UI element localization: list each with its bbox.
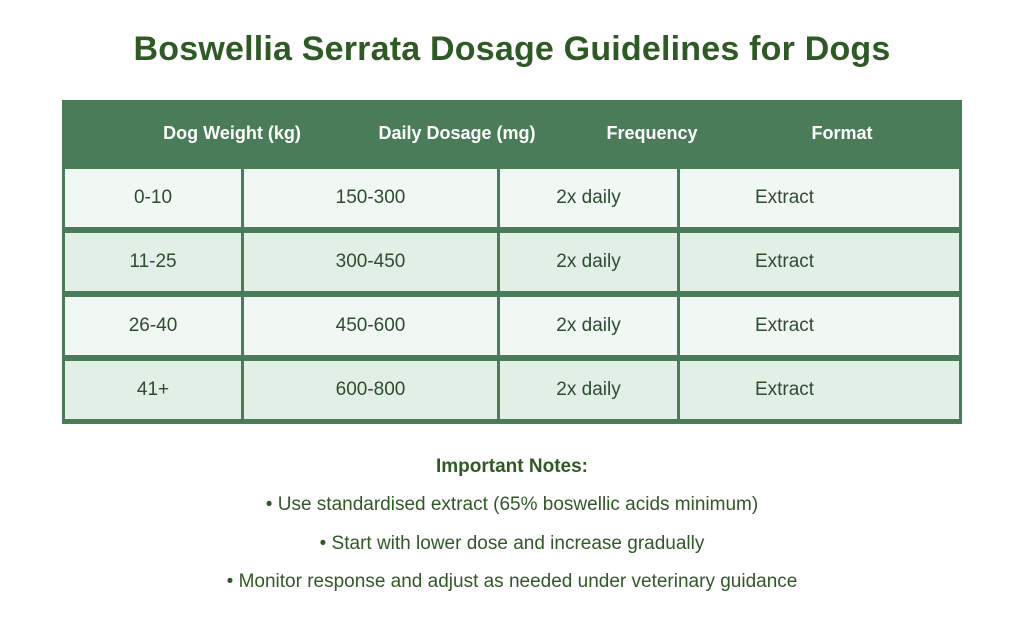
table-row bbox=[62, 294, 962, 358]
page-title: Boswellia Serrata Dosage Guidelines for Dogs bbox=[133, 30, 891, 68]
cell-format: Extract bbox=[680, 233, 959, 291]
note-item: • Start with lower dose and increase gradually bbox=[319, 533, 705, 554]
cell-weight: 41+ bbox=[65, 361, 241, 419]
cell-frequency: 2x daily bbox=[500, 361, 677, 419]
cell-format: Extract bbox=[680, 169, 959, 227]
header-dog-weight: Dog Weight (kg) bbox=[163, 123, 301, 143]
cell-dosage: 150-300 bbox=[244, 169, 497, 227]
header-daily-dosage: Daily Dosage (mg) bbox=[378, 123, 536, 143]
cell-weight: 26-40 bbox=[65, 297, 241, 355]
table-row bbox=[62, 230, 962, 294]
note-item: • Use standardised extract (65% boswellic acids minimum) bbox=[265, 494, 759, 515]
cell-dosage: 450-600 bbox=[244, 297, 497, 355]
cell-format: Extract bbox=[680, 361, 959, 419]
dosage-table bbox=[62, 100, 962, 424]
table-header bbox=[62, 100, 962, 166]
cell-frequency: 2x daily bbox=[500, 169, 677, 227]
cell-dosage: 300-450 bbox=[244, 233, 497, 291]
header-format: Format bbox=[811, 123, 873, 143]
table-row bbox=[62, 166, 962, 230]
cell-dosage: 600-800 bbox=[244, 361, 497, 419]
cell-format: Extract bbox=[680, 297, 959, 355]
note-item: • Monitor response and adjust as needed under veterinary guidance bbox=[226, 571, 798, 592]
cell-frequency: 2x daily bbox=[500, 297, 677, 355]
cell-frequency: 2x daily bbox=[500, 233, 677, 291]
cell-weight: 11-25 bbox=[65, 233, 241, 291]
notes-title: Important Notes: bbox=[436, 456, 588, 477]
cell-weight: 0-10 bbox=[65, 169, 241, 227]
header-frequency: Frequency bbox=[606, 123, 698, 143]
table-row bbox=[62, 358, 962, 422]
